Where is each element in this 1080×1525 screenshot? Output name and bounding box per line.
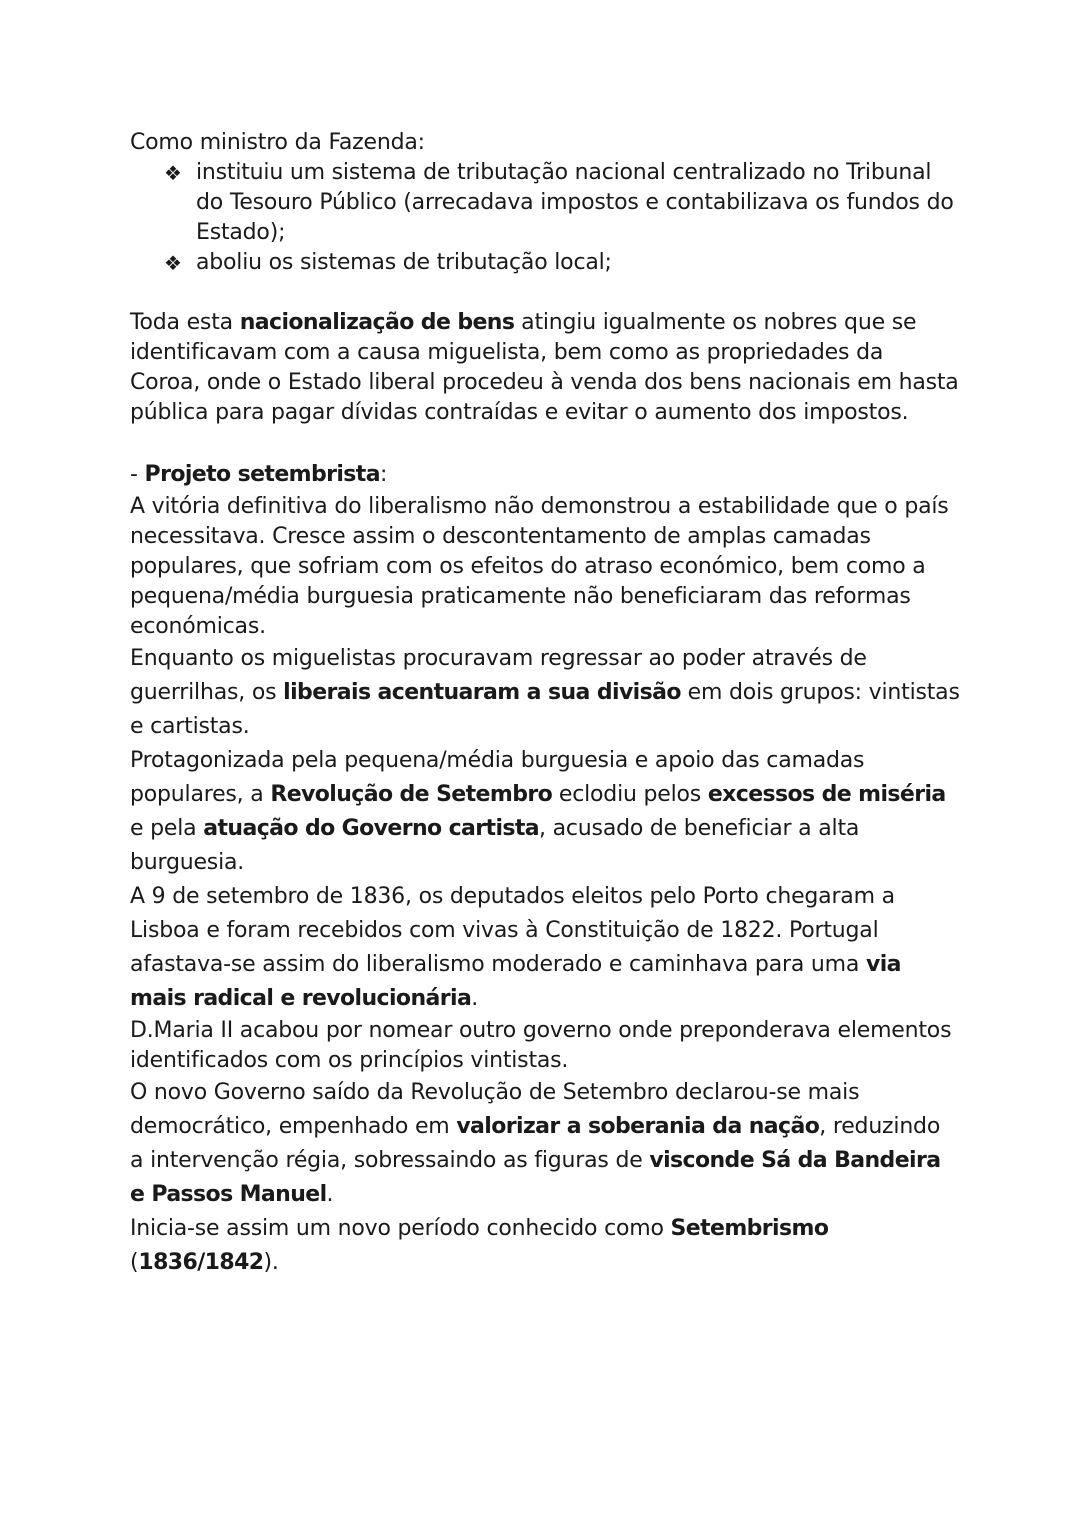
section-heading bbox=[130, 458, 960, 492]
paragraph-6 bbox=[130, 1076, 960, 1212]
bold-term: visconde Sá da Bandeira e Passos Manuel bbox=[130, 1148, 941, 1207]
bold-term: Revolução de Setembro bbox=[270, 782, 553, 807]
paragraph-2 bbox=[130, 642, 960, 744]
paragraph-5: D.Maria II acabou por nomear outro governo onde preponderava elementos identificados com os princípios vintistas. bbox=[130, 1018, 952, 1073]
paragraph-7 bbox=[130, 1212, 960, 1280]
nationalization-paragraph bbox=[130, 308, 960, 428]
paragraph-text: . bbox=[471, 986, 478, 1011]
spacer bbox=[130, 428, 960, 458]
bold-term: 1836/1842 bbox=[138, 1250, 264, 1275]
heading-prefix: - bbox=[130, 462, 145, 487]
paragraph-text: ( bbox=[130, 1250, 139, 1275]
paragraph-text: A 9 de setembro de 1836, os deputados eleitos pelo Porto chegaram a Lisboa e foram recebidos com vivas à Constituição de 1822. Portugal afastava-se assim do liberalismo moderado e caminhava para uma bbox=[130, 884, 895, 977]
bold-term: excessos de miséria bbox=[707, 782, 946, 807]
spacer bbox=[130, 278, 960, 308]
bullet-text: aboliu os sistemas de tributação local; bbox=[196, 250, 612, 275]
fazenda-bullet-list bbox=[130, 158, 960, 278]
paragraph-text: eclodiu pelos bbox=[552, 782, 708, 807]
paragraph-text: . bbox=[326, 1182, 334, 1207]
document-page bbox=[130, 128, 960, 1280]
bold-term: via mais radical e revolucionária bbox=[130, 952, 901, 1011]
bold-term: atuação do Governo cartista bbox=[203, 816, 540, 841]
paragraph-1: A vitória definitiva do liberalismo não demonstrou a estabilidade que o país necessitava. Cresce assim o descontentamento de amplas camadas populares, que sofriam com os efeitos do atraso económico, bem como a pequena/média burguesia praticamente não beneficiaram das reformas económicas. bbox=[130, 494, 949, 639]
heading-suffix: : bbox=[379, 462, 388, 487]
paragraph-4 bbox=[130, 880, 960, 1016]
paragraph-text: em dois grupos: vintistas e cartistas. bbox=[130, 680, 960, 739]
paragraph-3 bbox=[130, 744, 960, 880]
paragraph-text: Toda esta bbox=[130, 310, 240, 335]
paragraph-text: atingiu igualmente os nobres que se identificavam com a causa miguelista, bem como as propriedades da Coroa, onde o Estado liberal procedeu à venda dos bens nacionais em hasta pública para pagar dívidas contraídas e evitar o aumento dos impostos. bbox=[130, 310, 959, 425]
list-item bbox=[130, 158, 960, 248]
paragraph-text: , acusado de beneficiar a alta burguesia. bbox=[130, 816, 860, 875]
paragraph-text: O novo Governo saído da Revolução de Setembro declarou-se mais democrático, empenhado em bbox=[130, 1080, 860, 1139]
bold-term: Setembrismo bbox=[670, 1216, 829, 1241]
list-item bbox=[130, 248, 960, 278]
bold-term: liberais acentuaram a sua divisão bbox=[283, 680, 681, 705]
paragraph-text: Enquanto os miguelistas procuravam regressar ao poder através de guerrilhas, os bbox=[130, 646, 867, 705]
paragraph-text: e pela bbox=[130, 816, 204, 841]
heading-title: Projeto setembrista bbox=[144, 462, 380, 487]
paragraph-text: Protagonizada pela pequena/média burguesia e apoio das camadas populares, a bbox=[130, 748, 865, 807]
fazenda-intro: Como ministro da Fazenda: bbox=[130, 130, 425, 155]
paragraph-text: Inicia-se assim um novo período conhecido como bbox=[130, 1216, 671, 1241]
paragraph-text: ). bbox=[263, 1250, 279, 1275]
four-diamond-bullet-icon: ❖ bbox=[164, 161, 182, 185]
bold-term: nacionalização de bens bbox=[239, 310, 515, 335]
paragraph-text: , reduzindo a intervenção régia, sobressaindo as figuras de bbox=[130, 1114, 941, 1173]
bullet-text: instituiu um sistema de tributação nacional centralizado no Tribunal do Tesouro Público (arrecadava impostos e contabilizava os fundos do Estado); bbox=[196, 160, 954, 245]
bold-term: valorizar a soberania da nação bbox=[456, 1114, 820, 1139]
four-diamond-bullet-icon: ❖ bbox=[164, 251, 182, 275]
